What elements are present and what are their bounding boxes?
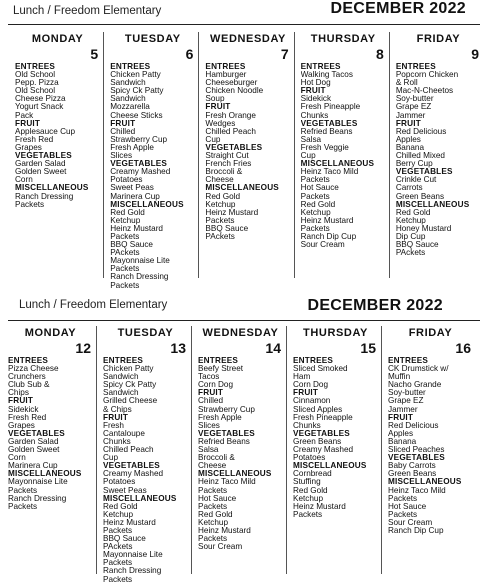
menu-item: Cup [205, 135, 221, 144]
menu-item: Pepp. Pizza [15, 79, 59, 88]
menu-item: Sweet Peas [103, 486, 147, 495]
menu-item: Hot Sauce [300, 184, 339, 193]
menu-category-heading: FRUIT [15, 119, 41, 128]
menu-category-heading: MISCELLANEOUS [110, 200, 184, 209]
menu-item: Sour Cream [388, 518, 433, 527]
menu-item: Sliced Smoked [293, 365, 348, 374]
menu-items [110, 63, 195, 290]
menu-item: Jammer [388, 405, 418, 414]
menu-item: Grilled Cheese [103, 397, 158, 406]
menu-item: Fresh Orange [205, 111, 256, 120]
day-number: 14 [265, 340, 281, 356]
menu-item: Green Beans [293, 437, 342, 446]
menu-item: Corn [8, 454, 26, 463]
menu-item: Fresh Apple [198, 413, 242, 422]
menu-item: Apples [395, 135, 421, 144]
menu-item: Mozzarella [110, 103, 150, 112]
menu-category-heading: VEGETABLES [103, 462, 160, 471]
menu-item: Grapes [8, 421, 35, 430]
day-number: 6 [185, 46, 194, 62]
menu-item: Soy-butter [395, 95, 434, 104]
menu-item: Packets [388, 510, 418, 519]
menu-item: CK Drumstick w/ [388, 365, 449, 374]
menu-item: Packets [205, 216, 235, 225]
menu-item: Chicken Patty [110, 71, 161, 80]
menu-items [301, 63, 386, 249]
menu-item: Chunks [293, 421, 321, 430]
menu-item: Packets [103, 526, 133, 535]
menu-item: Sidekick [8, 405, 39, 414]
menu-item: Sweet Peas [110, 184, 154, 193]
menu-category-heading: ENTREES [8, 357, 49, 365]
menu-item: Ranch Dressing [110, 273, 169, 282]
menu-item: Crunchers [8, 373, 46, 382]
menu-item: PAckets [103, 543, 133, 552]
menu-item: Garden Salad [8, 437, 59, 446]
menu-item: Heinz Taco Mild [198, 478, 256, 487]
menu-item: Salsa [198, 446, 219, 455]
menu-category-heading: ENTREES [110, 63, 151, 71]
menu-item: Berry Cup [395, 160, 433, 169]
menu-item: Packets [103, 559, 133, 568]
menu-category-heading: FRUIT [293, 389, 319, 398]
menu-item: Heinz Mustard [205, 208, 259, 217]
menu-category-heading: ENTREES [205, 63, 246, 71]
menu-item: Honey Mustard [395, 224, 452, 233]
menu-item: BBQ Sauce [395, 241, 439, 250]
menu-item: Heinz Mustard [293, 502, 346, 511]
menu-item: Red Gold [300, 200, 336, 209]
menu-item: Packets [110, 232, 140, 241]
menu-category-heading: FRUIT [110, 119, 136, 128]
menu-item: Packets [103, 575, 133, 584]
menu-item: Cantaloupe [103, 429, 145, 438]
menu-item: Cheese Pizza [15, 95, 66, 104]
menu-item: Salsa [300, 135, 322, 144]
day-number: 16 [455, 340, 471, 356]
menu-item: Fresh Apple [110, 143, 154, 152]
menu-item: Broccoli & [198, 454, 235, 463]
menu-item: Ketchup [110, 216, 141, 225]
menu-item: Sour Cream [300, 241, 345, 250]
day-column [9, 32, 103, 278]
divider-line [8, 320, 480, 321]
menu-item: Slices [198, 421, 220, 430]
menu-item: Red Gold [103, 502, 138, 511]
menu-item: Chilled Mixed [395, 152, 445, 161]
day-number: 5 [90, 46, 99, 62]
school-label: Lunch / Freedom Elementary [19, 299, 168, 311]
menu-item: Sliced Peaches [388, 446, 445, 455]
menu-items [388, 357, 473, 535]
menu-item: Carrots [395, 184, 423, 193]
menu-items [396, 63, 481, 257]
menu-category-heading: FRUIT [8, 397, 34, 406]
day-number: 13 [170, 340, 186, 356]
menu-category-heading: FRUIT [198, 389, 224, 398]
menu-item: Chips [8, 389, 29, 398]
menu-item: Packets [198, 486, 228, 495]
menu-category-heading: MISCELLANEOUS [15, 184, 89, 193]
menu-items [103, 357, 188, 584]
menu-item: Heinz Mustard [103, 518, 156, 527]
menu-item: BBQ Sauce [103, 535, 146, 544]
menu-item: PAckets [110, 249, 140, 258]
menu-item: Ketchup [198, 518, 229, 527]
menu-item: Hot Dog [300, 79, 331, 88]
menu-item: Red Gold [198, 510, 233, 519]
day-name: FRIDAY [416, 33, 461, 45]
menu-item: Fresh Red [8, 413, 47, 422]
day-column [103, 32, 198, 290]
menu-item: Chicken Noodle [205, 87, 264, 96]
menu-item: Green Beans [388, 470, 437, 479]
menu-item: Cheese Sticks [110, 111, 163, 120]
menu-item: Sour Cream [198, 543, 243, 552]
menu-item: Packets [388, 494, 418, 503]
day-name: MONDAY [31, 33, 84, 45]
day-column [381, 326, 476, 574]
menu-item: BBQ Sauce [110, 241, 153, 250]
menu-items [205, 63, 290, 241]
day-name: MONDAY [24, 327, 77, 339]
menu-item: Strawberry Cup [198, 405, 255, 414]
menu-item: Tacos [198, 373, 220, 382]
menu-item: Potatoes [103, 478, 136, 487]
menu-item: Wedges [205, 119, 236, 128]
menu-item: Packets [293, 510, 323, 519]
menu-item: Sliced Apples [293, 405, 343, 414]
menu-items [15, 63, 100, 209]
menu-item: Stuffing [293, 478, 321, 487]
day-name: WEDNESDAY [202, 327, 279, 339]
menu-item: Chilled Peach [205, 127, 256, 136]
menu-item: Packets [110, 265, 140, 274]
menu-item: BBQ Sauce [205, 224, 249, 233]
day-number: 15 [360, 340, 376, 356]
day-column [191, 326, 286, 574]
menu-category-heading: VEGETABLES [110, 160, 168, 169]
day-name: TUESDAY [124, 33, 181, 45]
menu-item: Spicy Ck Patty [103, 381, 157, 390]
menu-category-heading: ENTREES [388, 357, 429, 365]
day-name: WEDNESDAY [210, 33, 286, 45]
menu-item: Strawberry Cup [110, 135, 168, 144]
menu-items [198, 357, 283, 551]
day-name: TUESDAY [117, 327, 174, 339]
day-number: 7 [280, 46, 289, 62]
menu-item: Ham [293, 373, 311, 382]
menu-item: Heinz Mustard [300, 216, 354, 225]
menu-category-heading: MISCELLANEOUS [8, 470, 82, 479]
menu-item: Pizza Cheese [8, 365, 59, 374]
menu-item: Grape EZ [395, 103, 432, 112]
menu-item: Jammer [395, 111, 426, 120]
menu-item: Heinz Mustard [198, 526, 251, 535]
menu-item: Ranch Dressing [15, 192, 74, 201]
menu-item: Potatoes [293, 454, 326, 463]
menu-item: Potatoes [110, 176, 143, 185]
menu-item: Nacho Grande [388, 381, 442, 390]
menu-item: Sidekick [300, 95, 332, 104]
day-column [286, 326, 381, 574]
menu-item: French Fries [205, 160, 252, 169]
menu-item: Chunks [300, 111, 329, 120]
menu-item: Spicy Ck Patty [110, 87, 164, 96]
menu-category-heading: VEGETABLES [8, 429, 65, 438]
menu-item: & Roll [395, 79, 418, 88]
menu-item: Fresh Pineapple [300, 103, 361, 112]
week-1-calendar [0, 0, 490, 290]
menu-item: Packets [198, 535, 228, 544]
menu-item: Sandwich [103, 389, 139, 398]
menu-item: PAckets [395, 249, 426, 258]
menu-item: Fresh Veggie [300, 143, 349, 152]
day-column [294, 32, 389, 278]
month-title: DECEMBER 2022 [330, 0, 466, 17]
menu-item: Packets [8, 502, 38, 511]
menu-item: Beefy Street [198, 365, 244, 374]
menu-category-heading: MISCELLANEOUS [198, 470, 272, 479]
menu-item: Baby Carrots [388, 462, 436, 471]
menu-item: Hot Sauce [388, 502, 427, 511]
menu-item: Golden Sweet [8, 446, 60, 455]
menu-item: Apples [388, 429, 414, 438]
menu-item: & Chips [103, 405, 132, 414]
menu-item: Packets [300, 224, 330, 233]
day-name: THURSDAY [310, 33, 376, 45]
menu-item: Ranch Dip Cup [300, 232, 357, 241]
menu-items [293, 357, 378, 519]
menu-item: Fresh Red [15, 135, 54, 144]
menu-item: Crinkle Cut [395, 176, 437, 185]
week-2-calendar [0, 297, 490, 584]
menu-item: Chicken Patty [103, 365, 154, 374]
menu-item: Refried Beans [300, 127, 353, 136]
menu-item: Banana [395, 143, 425, 152]
menu-category-heading: VEGETABLES [198, 429, 255, 438]
day-number: 9 [471, 46, 480, 62]
menu-category-heading: FRUIT [388, 413, 414, 422]
menu-category-heading: MISCELLANEOUS [103, 494, 177, 503]
menu-item: Slices [110, 152, 133, 161]
day-name: FRIDAY [408, 327, 453, 339]
menu-item: Red Delicious [395, 127, 447, 136]
menu-item: Old School [15, 71, 56, 80]
menu-item: Ranch Dressing [103, 567, 162, 576]
menu-category-heading: VEGETABLES [293, 429, 350, 438]
menu-item: Corn Dog [198, 381, 234, 390]
menu-item: Chunks [103, 437, 131, 446]
menu-item: Creamy Mashed [110, 168, 171, 177]
day-column [198, 32, 293, 278]
menu-item: Sandwich [103, 373, 139, 382]
menu-item: Cheeseburger [205, 79, 258, 88]
menu-item: Red Gold [110, 208, 145, 217]
menu-item: Heinz Taco Mild [300, 168, 359, 177]
menu-item: Garden Salad [15, 160, 66, 169]
menu-item: Club Sub & [8, 381, 50, 390]
menu-category-heading: FRUIT [395, 119, 421, 128]
menu-category-heading: MISCELLANEOUS [300, 160, 375, 169]
menu-item: Marinera Cup [110, 192, 160, 201]
menu-item: Heinz Mustard [110, 224, 163, 233]
menu-category-heading: FRUIT [205, 103, 231, 112]
menu-item: Chilled Peach [103, 446, 154, 455]
menu-item: Creamy Mashed [293, 446, 354, 455]
menu-item: Mayonnaise Lite [8, 478, 68, 487]
menu-category-heading: MISCELLANEOUS [293, 462, 367, 471]
menu-category-heading: FRUIT [103, 413, 129, 422]
menu-item: Refried Beans [198, 437, 250, 446]
menu-item: Hot Sauce [198, 494, 237, 503]
menu-item: Mayonnaise Lite [103, 551, 163, 560]
menu-item: Red Gold [205, 192, 240, 201]
menu-item: Broccoli & [205, 168, 243, 177]
menu-item: Old School [15, 87, 56, 96]
menu-category-heading: ENTREES [15, 63, 56, 71]
menu-item: Packets [300, 176, 330, 185]
menu-category-heading: MISCELLANEOUS [395, 200, 470, 209]
menu-item: Ranch Dressing [8, 494, 67, 503]
school-label: Lunch / Freedom Elementary [13, 5, 162, 17]
day-number: 8 [376, 46, 384, 62]
week-2-header [0, 297, 490, 321]
menu-item: Ketchup [205, 200, 236, 209]
menu-item: Golden Sweet [15, 168, 67, 177]
day-column [389, 32, 484, 278]
menu-item: Grapes [15, 143, 42, 152]
menu-item: Grape EZ [388, 397, 424, 406]
menu-item: Chilled [198, 397, 224, 406]
menu-item: Corn [15, 176, 33, 185]
week-1-header [0, 0, 490, 24]
day-name: THURSDAY [303, 327, 368, 339]
menu-item: Packets [8, 486, 38, 495]
menu-item: Red Delicious [388, 421, 439, 430]
menu-items [8, 357, 93, 511]
menu-item: Popcorn Chicken [395, 71, 459, 80]
menu-item: Mayonnaise Lite [110, 257, 170, 266]
menu-item: Mac-N-Cheetos [395, 87, 454, 96]
menu-item: Cornbread [293, 470, 332, 479]
menu-category-heading: VEGETABLES [388, 454, 445, 463]
menu-item: Cinnamon [293, 397, 331, 406]
month-title: DECEMBER 2022 [307, 297, 443, 314]
menu-item: Walking Tacos [300, 71, 353, 80]
menu-item: Red Gold [293, 486, 328, 495]
menu-item: Ranch Dip Cup [388, 526, 444, 535]
menu-item: Soy-butter [388, 389, 426, 398]
menu-category-heading: VEGETABLES [15, 152, 72, 161]
menu-category-heading: ENTREES [198, 357, 239, 365]
menu-category-heading: VEGETABLES [205, 143, 263, 152]
menu-item: Yogurt Snack [15, 103, 64, 112]
menu-item: Dip Cup [395, 232, 426, 241]
menu-item: Muffin [388, 373, 411, 382]
week-2-columns [2, 326, 476, 584]
menu-item: Sandwich [110, 95, 146, 104]
menu-category-heading: VEGETABLES [395, 168, 453, 177]
day-column [2, 326, 96, 574]
menu-item: Cheese [198, 462, 227, 471]
menu-item: Chilled [110, 127, 136, 136]
menu-category-heading: MISCELLANEOUS [388, 478, 462, 487]
menu-item: Applesauce Cup [15, 127, 76, 136]
menu-item: Sandwich [110, 79, 146, 88]
menu-category-heading: ENTREES [395, 63, 436, 71]
menu-item: Ketchup [103, 510, 134, 519]
menu-item: Ketchup [293, 494, 324, 503]
menu-item: Cup [103, 454, 119, 463]
menu-item: Packets [15, 200, 45, 209]
menu-item: Ketchup [395, 216, 426, 225]
menu-item: Packets [198, 502, 228, 511]
menu-category-heading: VEGETABLES [300, 119, 358, 128]
menu-item: Soup [205, 95, 225, 104]
menu-item: Marinera Cup [8, 462, 58, 471]
menu-item: Creamy Mashed [103, 470, 164, 479]
menu-category-heading: MISCELLANEOUS [205, 184, 279, 193]
menu-category-heading: ENTREES [103, 357, 144, 365]
menu-item: Cup [300, 152, 316, 161]
divider-line [8, 24, 480, 25]
menu-item: Ketchup [300, 208, 331, 217]
menu-item: Red Gold [395, 208, 431, 217]
menu-category-heading: FRUIT [300, 87, 326, 96]
menu-item: Heinz Taco Mild [388, 486, 446, 495]
menu-item: Straight Cut [205, 152, 249, 161]
menu-category-heading: ENTREES [300, 63, 341, 71]
menu-item: Corn Dog [293, 381, 329, 390]
menu-item: Packets [110, 281, 140, 290]
menu-item: Cheese [205, 176, 234, 185]
menu-item: Green Beans [395, 192, 445, 201]
day-number: 12 [75, 340, 91, 356]
menu-item: PAckets [205, 232, 235, 241]
menu-item: Packets [300, 192, 330, 201]
menu-item: Hamburger [205, 71, 247, 80]
menu-item: Fresh Pineapple [293, 413, 353, 422]
menu-category-heading: ENTREES [293, 357, 334, 365]
menu-item: Fresh [103, 421, 124, 430]
menu-item: Banana [388, 437, 417, 446]
day-column [96, 326, 191, 584]
menu-item: Pack [15, 111, 34, 120]
week-1-columns [9, 32, 484, 290]
